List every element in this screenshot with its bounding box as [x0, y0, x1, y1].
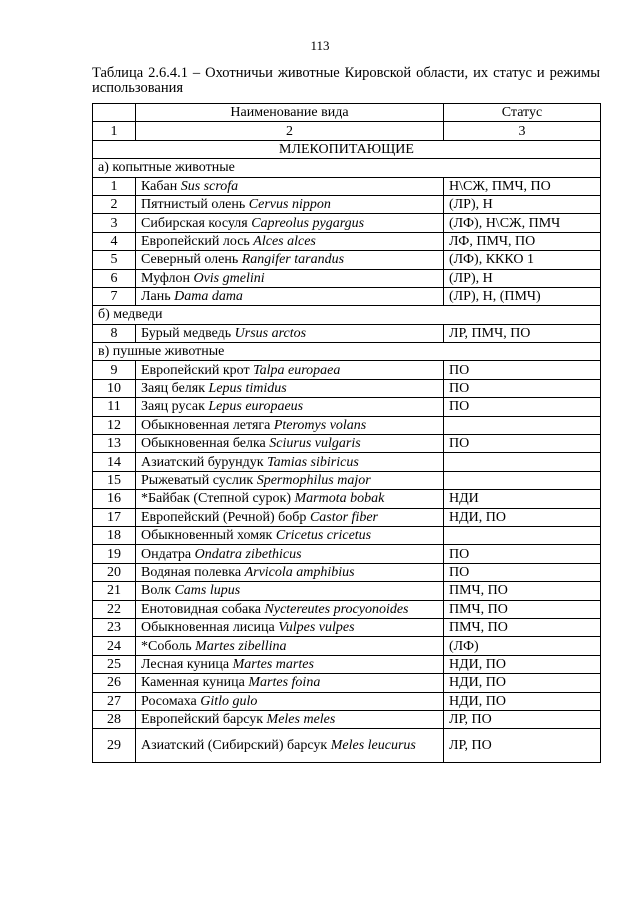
common-name: Енотовидная собака — [141, 601, 262, 617]
row-number: 18 — [93, 526, 136, 544]
latin-name: Martes foina — [248, 675, 321, 691]
species-name — [136, 637, 444, 655]
species-name — [136, 361, 444, 379]
species-status: ПО — [444, 545, 601, 563]
section-row — [93, 140, 601, 158]
species-status: ЛР, ПО — [444, 710, 601, 728]
latin-name: Meles meles — [266, 712, 336, 728]
species-status: ЛФ, ПМЧ, ПО — [444, 232, 601, 250]
species-status — [444, 416, 601, 434]
table-row — [93, 710, 601, 728]
common-name: Северный олень — [141, 252, 239, 268]
row-number: 2 — [93, 195, 136, 213]
common-name: Каменная куница — [141, 675, 245, 691]
species-status: (ЛР), Н, (ПМЧ) — [444, 287, 601, 305]
table-row — [93, 490, 601, 508]
table-row — [93, 582, 601, 600]
header-number — [93, 104, 136, 122]
latin-name: Tamias sibiricus — [267, 454, 359, 470]
species-name — [136, 177, 444, 195]
latin-name: Meles leucurus — [330, 738, 416, 754]
species-name — [136, 545, 444, 563]
row-number: 5 — [93, 251, 136, 269]
species-status: ПМЧ, ПО — [444, 618, 601, 636]
latin-name: Ondatra zibethicus — [194, 546, 302, 562]
table-row — [93, 618, 601, 636]
row-number: 21 — [93, 582, 136, 600]
column-number-1: 1 — [93, 122, 136, 140]
common-name: Заяц русак — [141, 399, 205, 415]
species-name — [136, 287, 444, 305]
row-number: 9 — [93, 361, 136, 379]
common-name: Пятнистый олень — [141, 197, 246, 213]
latin-name: Nyctereutes procyonoides — [264, 601, 409, 617]
species-status: ПО — [444, 398, 601, 416]
latin-name: Martes martes — [232, 656, 314, 672]
table-row — [93, 655, 601, 673]
table-row — [93, 251, 601, 269]
row-number: 26 — [93, 674, 136, 692]
section-title: МЛЕКОПИТАЮЩИЕ — [93, 140, 601, 158]
table-row — [93, 526, 601, 544]
species-name — [136, 674, 444, 692]
table-caption: Таблица 2.6.4.1 – Охотничьи животные Кировской области, их статус и режимы использования — [92, 65, 600, 96]
table-row — [93, 435, 601, 453]
species-name — [136, 214, 444, 232]
common-name: Лесная куница — [141, 656, 230, 672]
common-name: Рыжеватый суслик — [141, 473, 254, 488]
table-row — [93, 563, 601, 581]
species-status — [444, 526, 601, 544]
table-column-numbers-row — [93, 122, 601, 140]
table-row — [93, 287, 601, 305]
common-name: Кабан — [141, 178, 178, 194]
common-name: *Соболь — [141, 638, 192, 654]
row-number: 29 — [93, 729, 136, 763]
species-status: Н\СЖ, ПМЧ, ПО — [444, 177, 601, 195]
common-name: Ондатра — [141, 546, 192, 562]
species-status: ПО — [444, 563, 601, 581]
group-title: а) копытные животные — [93, 159, 601, 177]
species-status: (ЛР), Н — [444, 269, 601, 287]
species-status: ЛР, ПО — [444, 729, 601, 763]
latin-name: Rangifer tarandus — [241, 252, 345, 268]
latin-name: Vulpes vulpes — [278, 620, 355, 636]
table-row — [93, 637, 601, 655]
table-row — [93, 195, 601, 213]
common-name: Обыкновенная белка — [141, 436, 266, 452]
species-name — [136, 490, 444, 508]
table-row — [93, 729, 601, 763]
species-status: ЛР, ПМЧ, ПО — [444, 324, 601, 342]
species-status: (ЛР), Н — [444, 195, 601, 213]
common-name: Бурый медведь — [141, 325, 232, 341]
group-row — [93, 343, 601, 361]
row-number: 22 — [93, 600, 136, 618]
row-number: 3 — [93, 214, 136, 232]
common-name: Европейский (Речной) бобр — [141, 509, 307, 525]
common-name: Европейский барсук — [141, 712, 264, 728]
species-name — [136, 692, 444, 710]
species-name — [136, 232, 444, 250]
common-name: Обыкновенная летяга — [141, 417, 271, 433]
latin-name: Alces alces — [253, 233, 316, 249]
common-name: Европейский лось — [141, 233, 250, 249]
table-row — [93, 600, 601, 618]
species-name — [136, 379, 444, 397]
common-name: Азиатский (Сибирский) барсук — [141, 738, 328, 754]
common-name: *Байбак (Степной сурок) — [141, 491, 292, 507]
species-status: (ЛФ) — [444, 637, 601, 655]
species-status: ПО — [444, 435, 601, 453]
common-name: Азиатский бурундук — [141, 454, 264, 470]
species-name — [136, 398, 444, 416]
table-row — [93, 324, 601, 342]
row-number: 10 — [93, 379, 136, 397]
row-number: 15 — [93, 471, 136, 489]
species-name — [136, 563, 444, 581]
row-number: 4 — [93, 232, 136, 250]
table-row — [93, 177, 601, 195]
species-name — [136, 582, 444, 600]
species-status — [444, 471, 601, 489]
row-number: 17 — [93, 508, 136, 526]
row-number: 7 — [93, 287, 136, 305]
group-row — [93, 159, 601, 177]
row-number: 25 — [93, 655, 136, 673]
row-number: 13 — [93, 435, 136, 453]
species-status: ПО — [444, 379, 601, 397]
species-status: ПО — [444, 361, 601, 379]
species-status: НДИ, ПО — [444, 655, 601, 673]
row-number: 12 — [93, 416, 136, 434]
species-status: (ЛФ), КККО 1 — [444, 251, 601, 269]
latin-name: Lepus timidus — [208, 381, 287, 397]
latin-name: Gitlo gulo — [200, 693, 258, 709]
latin-name: Ovis gmelini — [193, 270, 265, 286]
species-status — [444, 453, 601, 471]
species-status: НДИ, ПО — [444, 508, 601, 526]
species-name — [136, 324, 444, 342]
latin-name: Dama dama — [174, 289, 243, 305]
species-name — [136, 453, 444, 471]
table-row — [93, 361, 601, 379]
species-name — [136, 269, 444, 287]
common-name: Европейский крот — [141, 362, 250, 378]
row-number: 27 — [93, 692, 136, 710]
table-row — [93, 471, 601, 489]
row-number: 8 — [93, 324, 136, 342]
latin-name: Ursus arctos — [234, 325, 307, 341]
common-name: Сибирская косуля — [141, 215, 248, 231]
latin-name: Pteromys volans — [273, 417, 367, 433]
species-status: ПМЧ, ПО — [444, 582, 601, 600]
species-name — [136, 251, 444, 269]
header-status: Статус — [444, 104, 601, 122]
table-row — [93, 508, 601, 526]
row-number: 19 — [93, 545, 136, 563]
table-row — [93, 545, 601, 563]
row-number: 1 — [93, 177, 136, 195]
species-status: НДИ, ПО — [444, 674, 601, 692]
common-name: Заяц беляк — [141, 381, 206, 397]
common-name: Росомаха — [141, 693, 197, 709]
species-name — [136, 435, 444, 453]
column-number-3: 3 — [444, 122, 601, 140]
latin-name: Arvicola amphibius — [244, 564, 355, 580]
latin-name: Lepus europaeus — [208, 399, 304, 415]
latin-name: Talpa europaea — [253, 362, 341, 378]
species-name — [136, 600, 444, 618]
table-row — [93, 398, 601, 416]
species-status: НДИ, ПО — [444, 692, 601, 710]
species-name — [136, 195, 444, 213]
common-name: Водяная полевка — [141, 564, 242, 580]
species-status: НДИ — [444, 490, 601, 508]
common-name: Волк — [141, 583, 171, 599]
latin-name: Marmota bobak — [294, 491, 385, 507]
table-row — [93, 269, 601, 287]
table-row — [93, 416, 601, 434]
species-name — [136, 729, 444, 763]
row-number: 20 — [93, 563, 136, 581]
species-name — [136, 471, 444, 489]
row-number: 16 — [93, 490, 136, 508]
table-row — [93, 453, 601, 471]
common-name: Обыкновенный хомяк — [141, 528, 273, 544]
latin-name: Capreolus pygargus — [251, 215, 365, 231]
species-name — [136, 416, 444, 434]
table-row — [93, 674, 601, 692]
table-header-row — [93, 104, 601, 122]
species-table — [92, 103, 601, 763]
latin-name: Martes zibellina — [195, 638, 287, 654]
species-name — [136, 618, 444, 636]
latin-name: Cricetus cricetus — [275, 528, 372, 544]
common-name: Лань — [141, 289, 171, 305]
species-name — [136, 508, 444, 526]
latin-name: Castor fiber — [309, 509, 379, 525]
species-status: ПМЧ, ПО — [444, 600, 601, 618]
species-name — [136, 526, 444, 544]
group-row — [93, 306, 601, 324]
column-number-2: 2 — [136, 122, 444, 140]
table-row — [93, 379, 601, 397]
table-row — [93, 214, 601, 232]
header-species-name: Наименование вида — [136, 104, 444, 122]
species-name — [136, 655, 444, 673]
row-number: 23 — [93, 618, 136, 636]
group-title: в) пушные животные — [93, 343, 601, 361]
table-body — [93, 140, 601, 763]
row-number: 6 — [93, 269, 136, 287]
common-name: Обыкновенная лисица — [141, 620, 275, 636]
row-number: 11 — [93, 398, 136, 416]
latin-name: Spermophilus major — [256, 473, 371, 488]
table-row — [93, 692, 601, 710]
latin-name: Sus scrofa — [180, 178, 239, 194]
group-title: б) медведи — [93, 306, 601, 324]
species-status: (ЛФ), Н\СЖ, ПМЧ — [444, 214, 601, 232]
page-number: 113 — [310, 38, 330, 53]
table-row — [93, 232, 601, 250]
latin-name: Cams lupus — [174, 583, 241, 599]
row-number: 14 — [93, 453, 136, 471]
latin-name: Sciurus vulgaris — [269, 436, 361, 452]
row-number: 24 — [93, 637, 136, 655]
row-number: 28 — [93, 710, 136, 728]
common-name: Муфлон — [141, 270, 190, 286]
species-name — [136, 710, 444, 728]
latin-name: Cervus nippon — [248, 197, 331, 213]
